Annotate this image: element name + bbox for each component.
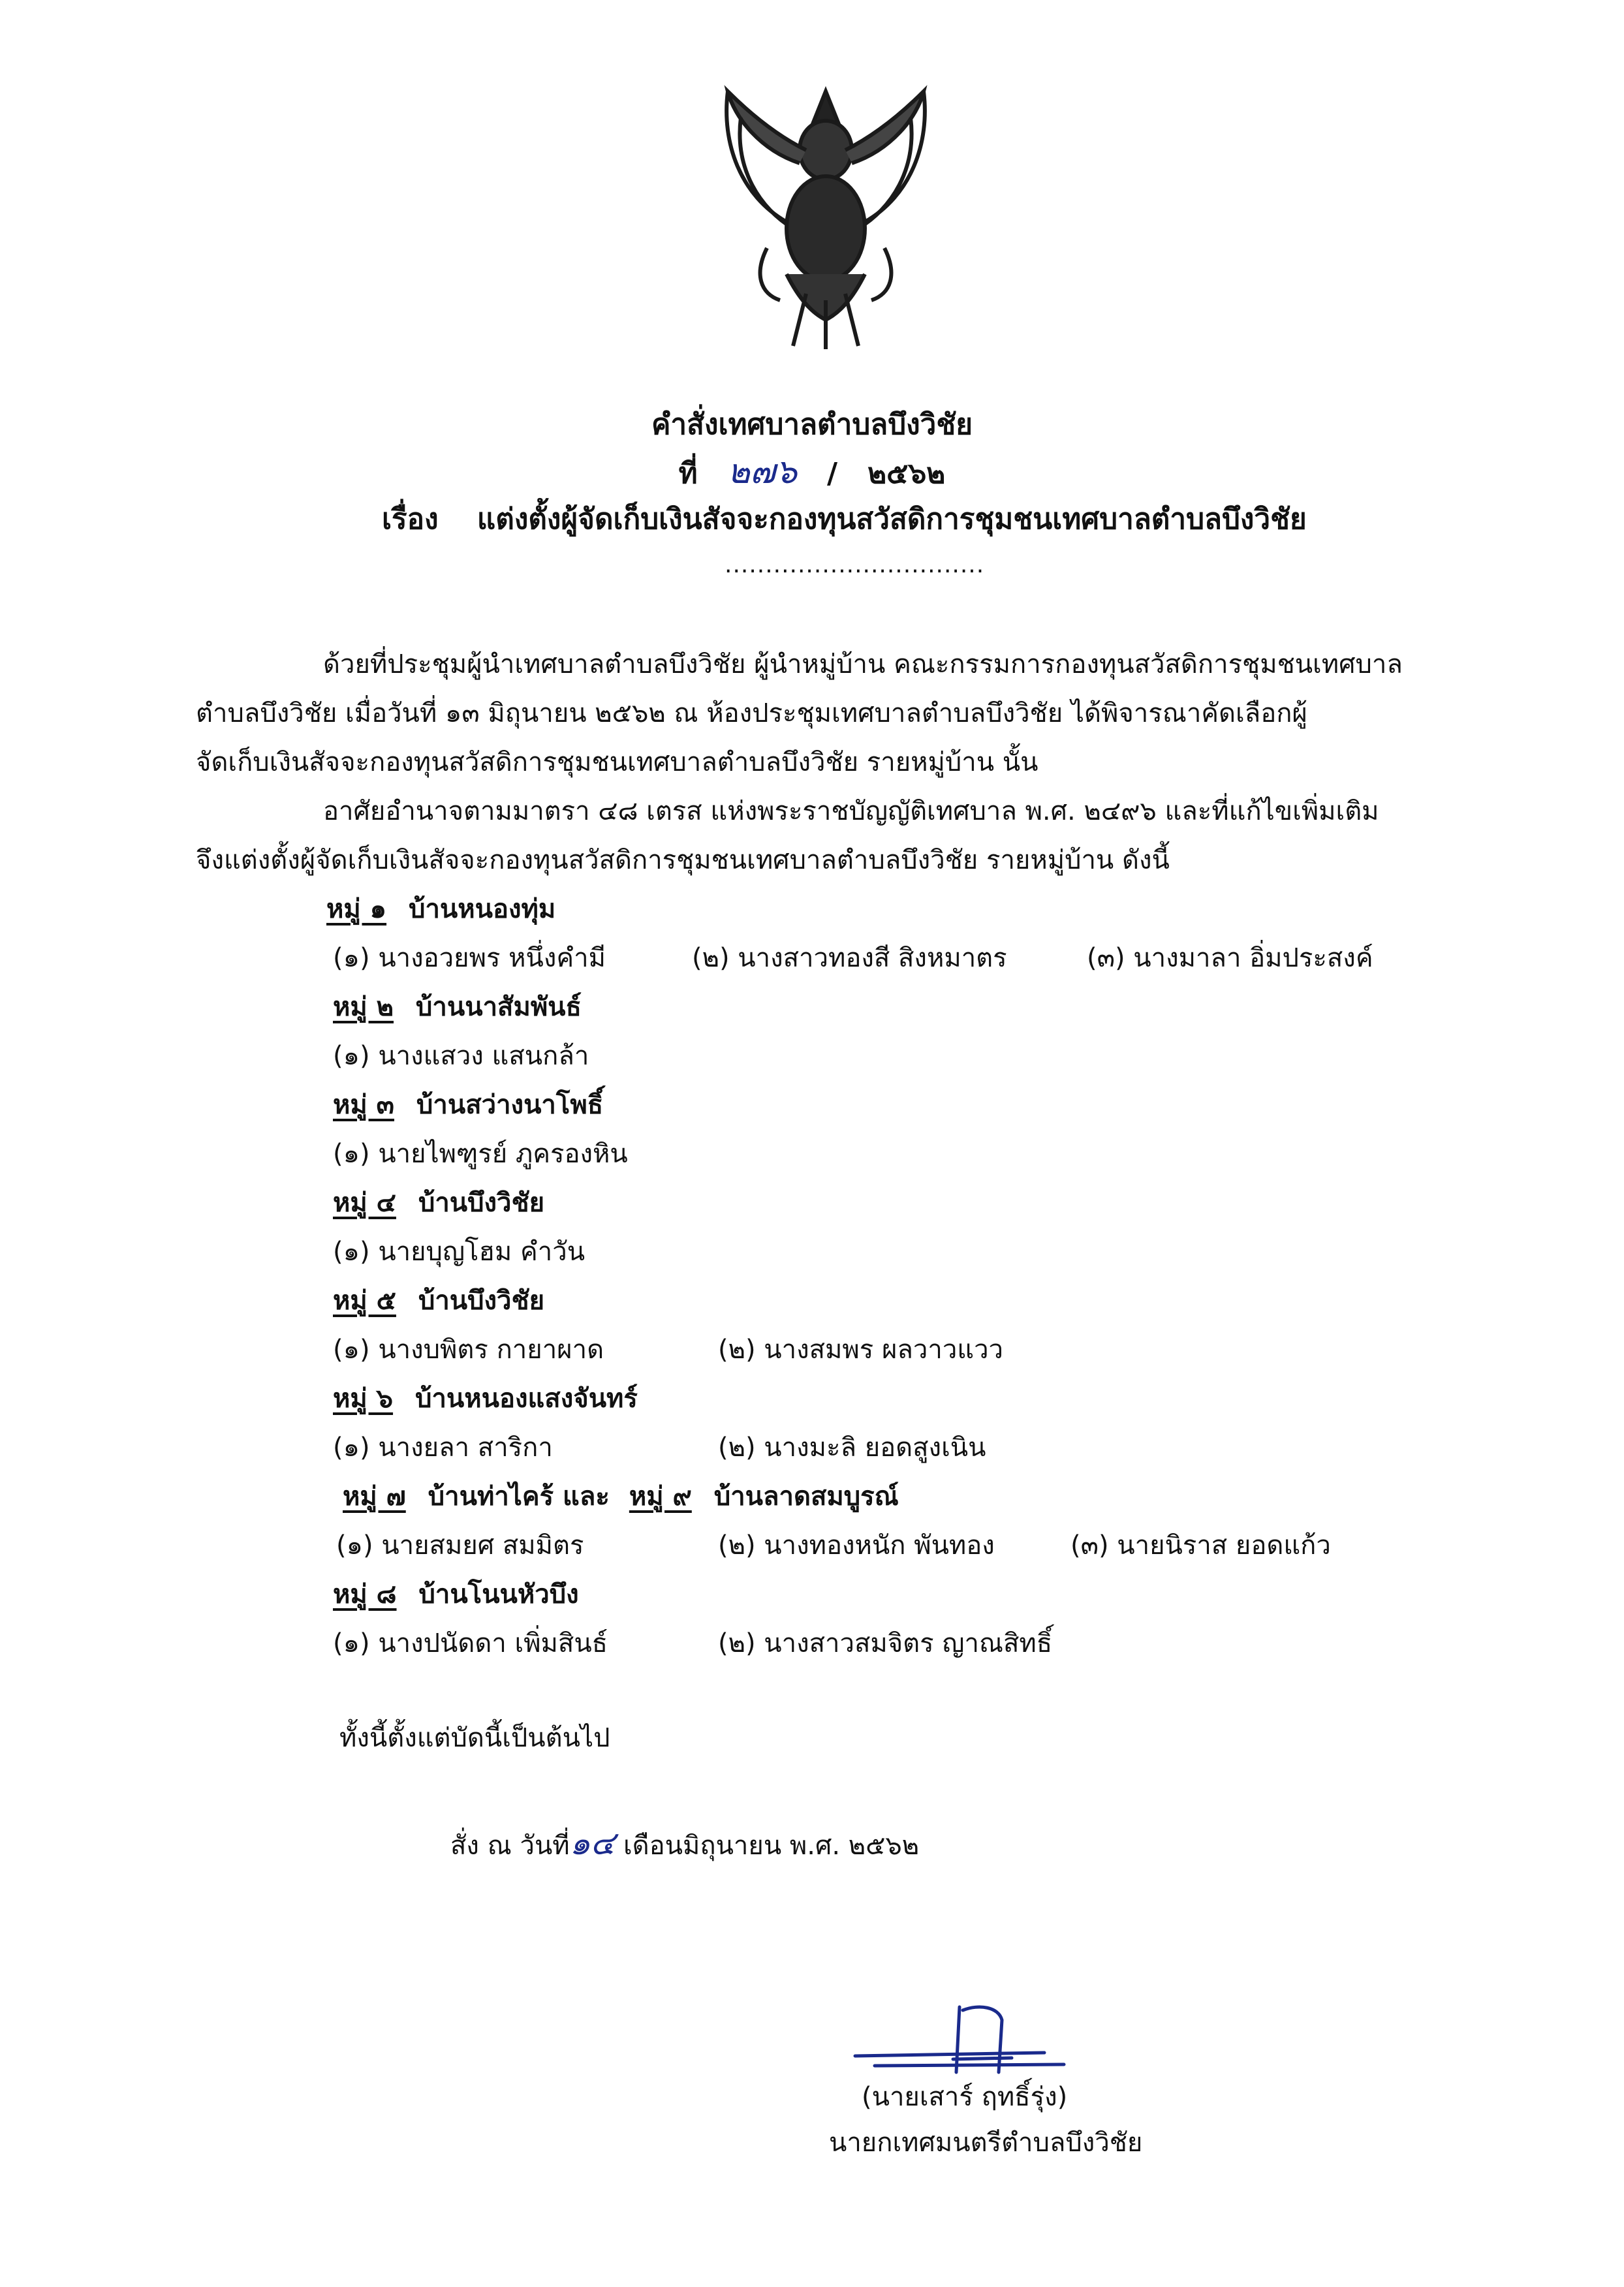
moo-number: หมู่ ๒ <box>333 992 394 1022</box>
member-item: (๒) นางทองหนัก พันทอง <box>718 1531 995 1561</box>
group-heading <box>333 1279 544 1321</box>
member-item: (๒) นางสมพร ผลวาวแวว <box>718 1335 1004 1365</box>
dotted-separator: ................................ <box>725 552 985 578</box>
member-item: (๑) นางแสวง แสนกล้า <box>333 1041 589 1071</box>
moo-number: หมู่ ๕ <box>333 1286 396 1316</box>
village-name: บ้านท่าไคร้ และ <box>428 1482 610 1512</box>
village-name: บ้านหนองแสงจันทร์ <box>415 1384 638 1414</box>
member-item: (๑) นางอวยพร หนึ่งคำมี <box>333 943 606 973</box>
member-item: (๑) นายไพฑูรย์ ภูครองหิน <box>333 1139 628 1169</box>
member-item: (๑) นายสมยศ สมมิตร <box>336 1531 584 1561</box>
village-name: บ้านหนองทุ่ม <box>409 894 556 924</box>
order-date-prefix: สั่ง ณ วันที่ <box>450 1831 570 1861</box>
village-name: บ้านนาสัมพันธ์ <box>416 992 582 1022</box>
signer-name: (นายเสาร์ ฤทธิ์รุ่ง) <box>862 2082 1068 2112</box>
effective-statement: ทั้งนี้ตั้งแต่บัดนี้เป็นต้นไป <box>339 1723 610 1753</box>
para2-line2: จึงแต่งตั้งผู้จัดเก็บเงินสัจจะกองทุนสวัสดิการชุมชนเทศบาลตำบลบึงวิชัย รายหมู่บ้าน ดังนี้ <box>196 845 1170 875</box>
subject-text: แต่งตั้งผู้จัดเก็บเงินสัจจะกองทุนสวัสดิการชุมชนเทศบาลตำบลบึงวิชัย <box>476 503 1307 536</box>
number-year: ๒๕๖๒ <box>867 457 946 490</box>
group-heading <box>333 986 582 1027</box>
village-name: บ้านสว่างนาโพธิ์ <box>416 1090 604 1120</box>
moo-number: หมู่ ๖ <box>333 1384 394 1414</box>
member-item: (๒) นางมะลิ ยอดสูงเนิน <box>718 1433 986 1463</box>
group-heading <box>333 1181 544 1223</box>
subject-line <box>382 496 1307 542</box>
order-date-suffix: เดือนมิถุนายน พ.ศ. ๒๕๖๒ <box>623 1831 920 1861</box>
member-item: (๑) นางยลา สาริกา <box>333 1433 553 1463</box>
para1-line3: จัดเก็บเงินสัจจะกองทุนสวัสดิการชุมชนเทศบาลตำบลบึงวิชัย รายหมู่บ้าน นั้น <box>196 747 1038 777</box>
handwritten-day: ๑๔ <box>569 1824 616 1862</box>
signer-position: นายกเทศมนตรีตำบลบึงวิชัย <box>829 2128 1143 2158</box>
member-item: (๒) นางสาวสมจิตร ญาณสิทธิ์ <box>718 1628 1053 1658</box>
moo-number: หมู่ ๑ <box>326 894 387 924</box>
village-name: บ้านบึงวิชัย <box>418 1188 545 1218</box>
member-item: (๑) นายบุญโฮม คำวัน <box>333 1237 586 1267</box>
member-item: (๓) นางมาลา อิ่มประสงค์ <box>1087 943 1373 973</box>
moo-number: หมู่ ๘ <box>333 1579 397 1610</box>
moo-number-2: หมู่ ๙ <box>629 1482 692 1512</box>
village-name: บ้านโนนหัวบึง <box>418 1579 579 1610</box>
order-number <box>0 444 1624 498</box>
moo-number: หมู่ ๔ <box>333 1188 396 1218</box>
number-separator: / <box>827 457 838 490</box>
member-item: (๒) นางสาวทองสี สิงหมาตร <box>692 943 1007 973</box>
group-heading <box>326 888 555 929</box>
group-heading <box>333 1573 579 1615</box>
member-item: (๓) นายนิราส ยอดแก้ว <box>1070 1531 1331 1561</box>
number-prefix: ที่ <box>678 457 698 490</box>
member-item: (๑) นางปนัดดา เพิ่มสินธ์ <box>333 1628 608 1658</box>
moo-number: หมู่ ๗ <box>343 1482 406 1512</box>
para1-line2: ตำบลบึงวิชัย เมื่อวันที่ ๑๓ มิถุนายน ๒๕๖๒ ณ ห้องประชุมเทศบาลตำบลบึงวิชัย ได้พิจารณาคัดเลือกผู้ <box>196 698 1307 728</box>
order-date <box>450 1818 919 1869</box>
village-name: บ้านบึงวิชัย <box>418 1286 545 1316</box>
document-title: คำสั่งเทศบาลตำบลบึงวิชัย <box>651 408 973 441</box>
garuda-emblem-icon <box>708 78 943 352</box>
group-heading <box>333 1083 603 1125</box>
handwritten-number: ๒๗๖ <box>727 452 798 491</box>
subject-label: เรื่อง <box>382 503 439 536</box>
group-heading <box>343 1475 899 1517</box>
para1-line1: ด้วยที่ประชุมผู้นำเทศบาลตำบลบึงวิชัย ผู้นำหมู่บ้าน คณะกรรมการกองทุนสวัสดิการชุมชนเทศบาล <box>323 649 1403 679</box>
village-name-2: บ้านลาดสมบูรณ์ <box>713 1482 899 1512</box>
member-item: (๑) นางบพิตร กายาผาด <box>333 1335 604 1365</box>
moo-number: หมู่ ๓ <box>333 1090 395 1120</box>
group-heading <box>333 1377 638 1419</box>
para2-line1: อาศัยอำนาจตามมาตรา ๔๘ เตรส แห่งพระราชบัญญัติเทศบาล พ.ศ. ๒๔๙๖ และที่แก้ไขเพิ่มเติม <box>323 796 1379 826</box>
